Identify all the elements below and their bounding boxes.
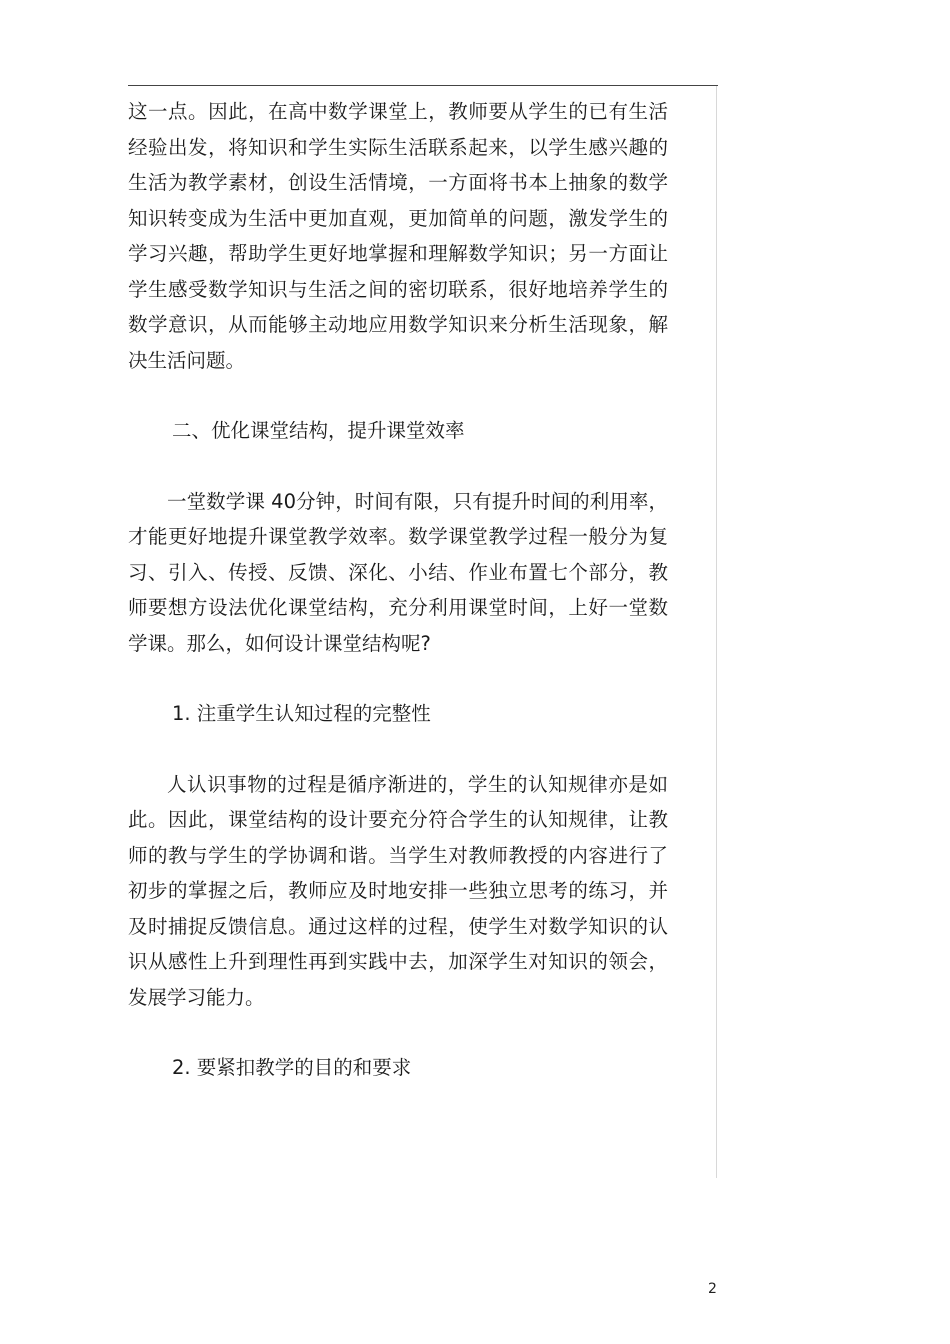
page-number: 2 [708, 1281, 717, 1297]
margin-rule [716, 86, 717, 1178]
paragraph: 一堂数学课 40分钟，时间有限，只有提升时间的利用率，才能更好地提升课堂教学效率。数学课堂教学过程一般分为复习、引入、传授、反馈、深化、小结、作业布置七个部分，教师要想方设法优化课堂结构，充分利用课堂时间，上好一堂数学课。那么，如何设计课堂结构呢? [128, 489, 668, 655]
page-body [128, 94, 668, 1086]
header-rule [128, 85, 718, 86]
subsection-heading: 1. 注重学生认知过程的完整性 [172, 702, 431, 725]
paragraph: 这一点。因此，在高中数学课堂上，教师要从学生的已有生活经验出发，将知识和学生实际生活联系起来，以学生感兴趣的生活为教学素材，创设生活情境，一方面将书本上抽象的数学知识转变成为生活中更加直观，更加简单的问题，激发学生的学习兴趣，帮助学生更好地掌握和理解数学知识；另一方面让学生感受数学知识与生活之间的密切联系，很好地培养学生的数学意识，从而能够主动地应用数学知识来分析生活现象，解决生活问题。 [128, 100, 668, 372]
section-heading: 二、优化课堂结构，提升课堂效率 [172, 419, 465, 442]
paragraph: 人认识事物的过程是循序渐进的，学生的认知规律亦是如此。因此，课堂结构的设计要充分符合学生的认知规律，让教师的教与学生的学协调和谐。当学生对教师教授的内容进行了初步的掌握之后，教师应及时地安排一些独立思考的练习，并及时捕捉反馈信息。通过这样的过程，使学生对数学知识的认识从感性上升到理性再到实践中去，加深学生对知识的领会，发展学习能力。 [128, 772, 668, 1009]
subsection-heading: 2. 要紧扣教学的目的和要求 [172, 1056, 412, 1079]
